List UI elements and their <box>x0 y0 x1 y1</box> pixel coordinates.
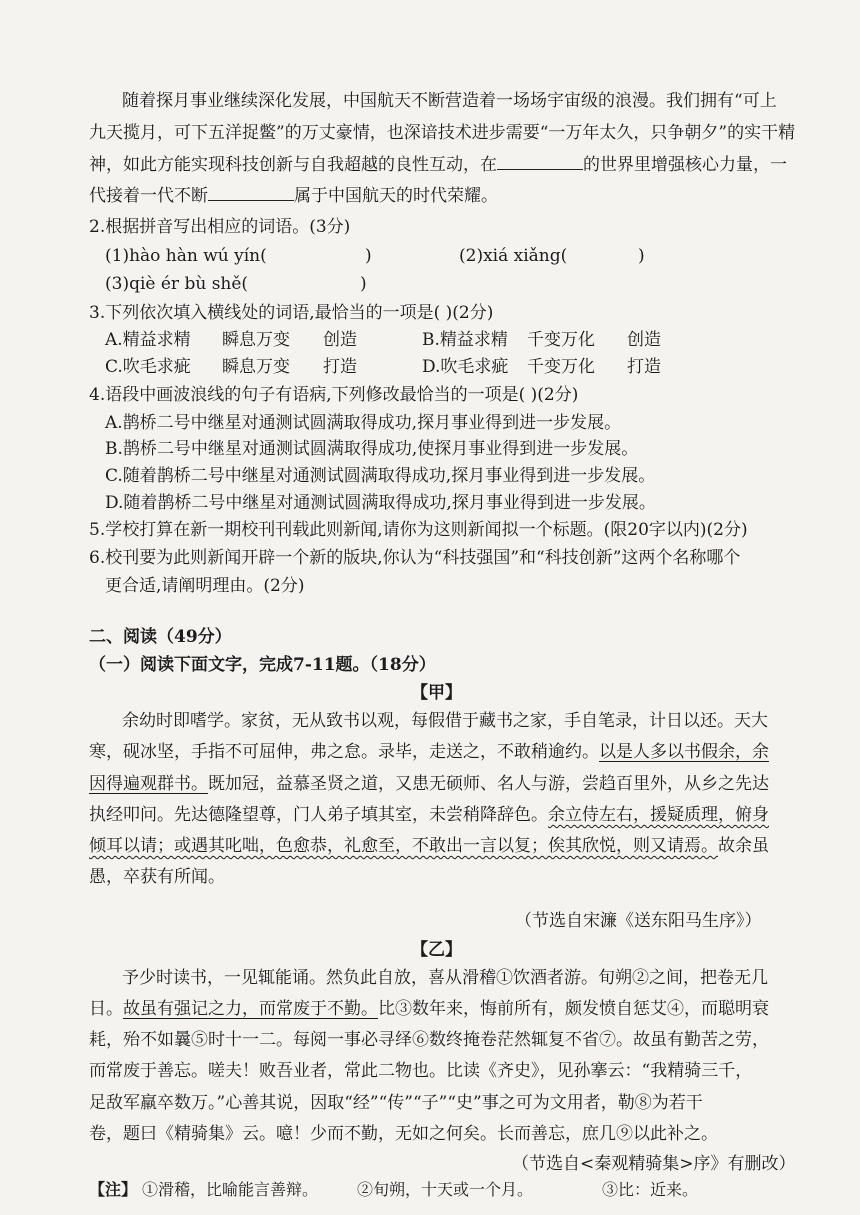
yi-line-6: 卷，题曰《精骑集》云。噫！少而不勤，无如之何矣。长而善忘，庶几⑨以此补之。 <box>89 1124 718 1144</box>
q3-a-word-3: 创造 <box>323 330 357 350</box>
intro-line-4b: 属于中国航天的时代荣耀。 <box>294 186 498 206</box>
jia-underlined-1: 以是人多以书假余，余 <box>599 742 769 762</box>
intro-line-4 <box>89 183 498 208</box>
q4-stem: 4.语段中画波浪线的句子有语病,下列修改最恰当的一项是( )(2分) <box>89 385 579 405</box>
q4-option-a[interactable]: A.鹊桥二号中继星对通测试圆满取得成功,探月事业得到进一步发展。 <box>105 413 622 433</box>
q3-c-word-3: 打造 <box>323 357 357 377</box>
q3-option-c[interactable]: C.吹毛求疵 <box>105 357 191 377</box>
q5-stem: 5.学校打算在新一期校刊刊载此则新闻,请你为这则新闻拟一个标题。(限20字以内)(2分) <box>89 520 748 540</box>
yi-line-2c: 比③数年来，悔前所有，颇发愤自惩艾④，而聪明衰 <box>378 999 769 1019</box>
q4-option-b[interactable]: B.鹊桥二号中继星对通测试圆满取得成功,使探月事业得到进一步发展。 <box>105 439 639 459</box>
q3-option-d[interactable]: D.吹毛求疵 <box>422 357 509 377</box>
q2-pinyin-1: (1)hào hàn wú yín( <box>105 246 267 266</box>
jia-line-1: 余幼时即嗜学。家贫，无从致书以观，每假借于藏书之家，手自笔录，计日以还。天大 <box>122 711 768 731</box>
jia-line-2a: 寒，砚冰坚，手指不可屈伸，弗之怠。录毕，走送之，不敢稍逾约。 <box>89 742 599 762</box>
jia-line-4a: 执经叩问。先达德隆望尊，门人弟子填其室，未尝稍降辞色。 <box>89 805 548 825</box>
note-3: ③比：近来。 <box>602 1180 699 1199</box>
intro-line-3b: 的世界里增强核心力量，一 <box>583 155 787 175</box>
jia-source: （节选自宋濂《送东阳马生序》） <box>515 911 762 931</box>
q3-b-word-3: 创造 <box>627 330 661 350</box>
yi-underlined: 故虽有强记之力，而常废于不勤。 <box>123 999 378 1019</box>
yi-line-1: 予少时读书，一见辄能诵。然负此自放，喜从滑稽①饮酒者游。旬朔②之间，把卷无几 <box>122 968 768 988</box>
jia-line-2 <box>89 740 769 764</box>
q4-option-c[interactable]: C.随着鹊桥二号中继星对通测试圆满取得成功,探月事业得到进一步发展。 <box>105 466 656 486</box>
jia-line-4 <box>89 803 769 827</box>
answer-blank-2[interactable] <box>208 183 294 201</box>
jia-line-5 <box>89 834 769 858</box>
part-heading: （一）阅读下面文字，完成7-11题。（18分） <box>89 655 436 675</box>
yi-line-2 <box>89 997 769 1021</box>
q3-d-word-2: 千变万化 <box>527 357 595 377</box>
jia-line-6: 愚，卒获有所闻。 <box>89 867 225 887</box>
yi-title: 【乙】 <box>411 940 462 960</box>
note-2: ②旬朔，十天或一个月。 <box>357 1180 534 1199</box>
q2-pinyin-2: (2)xiá xiǎng( <box>459 246 568 266</box>
q3-a-word-2: 瞬息万变 <box>222 330 290 350</box>
q6-line-1: 6.校刊要为此则新闻开辟一个新的版块,你认为“科技强国”和“科技创新”这两个名称哪个 <box>89 548 741 568</box>
intro-line-1: 随着探月事业继续深化发展，中国航天不断营造着一场场宇宙级的浪漫。我们拥有“可上 <box>122 91 777 111</box>
yi-source: （节选自<秦观精骑集>序》有删改） <box>512 1154 796 1174</box>
q4-option-d[interactable]: D.随着鹊桥二号中继星对通测试圆满取得成功,探月事业得到进一步发展。 <box>105 493 656 513</box>
q3-c-word-2: 瞬息万变 <box>222 357 290 377</box>
jia-wavy-1: 余立侍左右，援疑质理，俯身 <box>548 805 769 825</box>
jia-line-3b: 既加冠，益慕圣贤之道，又患无硕师、名人与游，尝趋百里外，从乡之先达 <box>208 774 769 794</box>
answer-blank-1[interactable] <box>497 152 583 170</box>
jia-line-5b: 故余虽 <box>718 836 769 856</box>
note-1: ①滑稽，比喻能言善辩。 <box>142 1180 319 1199</box>
section-heading: 二、阅读（49分） <box>89 627 232 647</box>
q3-b-word-2: 千变万化 <box>527 330 595 350</box>
yi-line-5: 足敌军羸卒数万。”心善其说，因取“经”“传”“子”“史”事之可为文用者，勒⑧为若干 <box>89 1093 703 1113</box>
intro-line-3 <box>89 152 787 177</box>
q2-paren-2[interactable]: ) <box>638 246 645 266</box>
notes-label: 【注】 <box>89 1180 138 1199</box>
q2-paren-3[interactable]: ) <box>360 274 367 294</box>
yi-line-3: 耗，殆不如曩⑤时十一二。每阅一事必寻绎⑥数终掩卷茫然辄复不省⑦。故虽有勤苦之劳， <box>89 1030 769 1050</box>
q2-pinyin-3: (3)qiè ér bù shě( <box>105 274 249 294</box>
intro-line-4a: 代接着一代不断 <box>89 186 208 206</box>
q6-line-2: 更合适,请阐明理由。(2分) <box>105 576 305 596</box>
yi-line-2a: 日。 <box>89 999 123 1019</box>
q3-d-word-3: 打造 <box>627 357 661 377</box>
jia-line-3 <box>89 772 769 796</box>
jia-wavy-2: 倾耳以请；或遇其叱咄，色愈恭，礼愈至，不敢出一言以复；俟其欣悦，则又请焉。 <box>89 836 718 856</box>
yi-line-4: 而常废于善忘。嗟夫！败吾业者，常此二物也。比读《齐史》，见孙搴云：“我精骑三千， <box>89 1061 753 1081</box>
q3-option-b[interactable]: B.精益求精 <box>422 330 508 350</box>
q2-stem: 2.根据拼音写出相应的词语。(3分) <box>89 217 351 237</box>
intro-line-2: 九天揽月，可下五洋捉鳖”的万丈豪情，也深谙技术进步需要“一万年太久，只争朝夕”的实干精 <box>89 123 796 143</box>
q3-stem: 3.下列依次填入横线处的词语,最恰当的一项是( )(2分) <box>89 303 494 323</box>
q2-paren-1[interactable]: ) <box>365 246 372 266</box>
jia-title: 【甲】 <box>411 683 462 703</box>
q3-option-a[interactable]: A.精益求精 <box>105 330 191 350</box>
jia-underlined-2: 因得遍观群书。 <box>89 774 208 794</box>
intro-line-3a: 神，如此方能实现科技创新与自我超越的良性互动，在 <box>89 155 497 175</box>
